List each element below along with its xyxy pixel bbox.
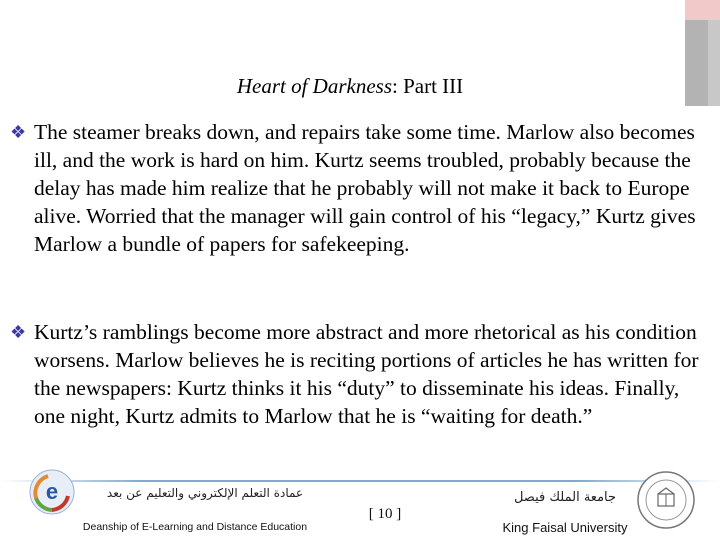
- deanship-english: Deanship of E-Learning and Distance Education: [82, 521, 308, 533]
- page-number: [ 10 ]: [368, 506, 402, 522]
- decorative-top-bar: [685, 0, 720, 20]
- decorative-side-bar-inner: [708, 20, 720, 106]
- university-english: King Faisal University: [502, 520, 628, 535]
- svg-text:e: e: [45, 479, 59, 504]
- diamond-bullet-icon: ❖: [10, 322, 27, 342]
- university-seal-icon: [636, 470, 696, 530]
- diamond-bullet-icon: ❖: [10, 122, 27, 142]
- title-rest: : Part III: [392, 74, 464, 98]
- deanship-arabic: عمادة التعلم الإلكتروني والتعليم عن بعد: [106, 486, 304, 500]
- bullet-text-2: Kurtz’s ramblings become more abstract and more rhetorical as his condition worsens. Marlow believes he is reciting portions of articles he has written for the newspapers: Kurtz thinks it his “duty” to disseminate his ideas. Finally, one night, Kurtz admits to Marlow that he is “waiting for death.”: [34, 320, 699, 428]
- title-italic: Heart of Darkness: [236, 74, 392, 98]
- elearning-logo-icon: [28, 468, 76, 516]
- bullet-item-1: [10, 118, 700, 258]
- bullet-item-2: [10, 318, 700, 430]
- bullet-text-1: The steamer breaks down, and repairs take some time. Marlow also becomes ill, and the work is hard on him. Kurtz seems troubled, probably because the delay has made him realize that he probably will not make it back to Europe alive. Worried that the manager will gain control of his “legacy,” Kurtz gives Marlow a bundle of papers for safekeeping.: [34, 120, 696, 256]
- slide-title: [0, 74, 700, 99]
- footer-divider: [0, 480, 720, 482]
- university-arabic: جامعة الملك فيصل: [513, 490, 617, 505]
